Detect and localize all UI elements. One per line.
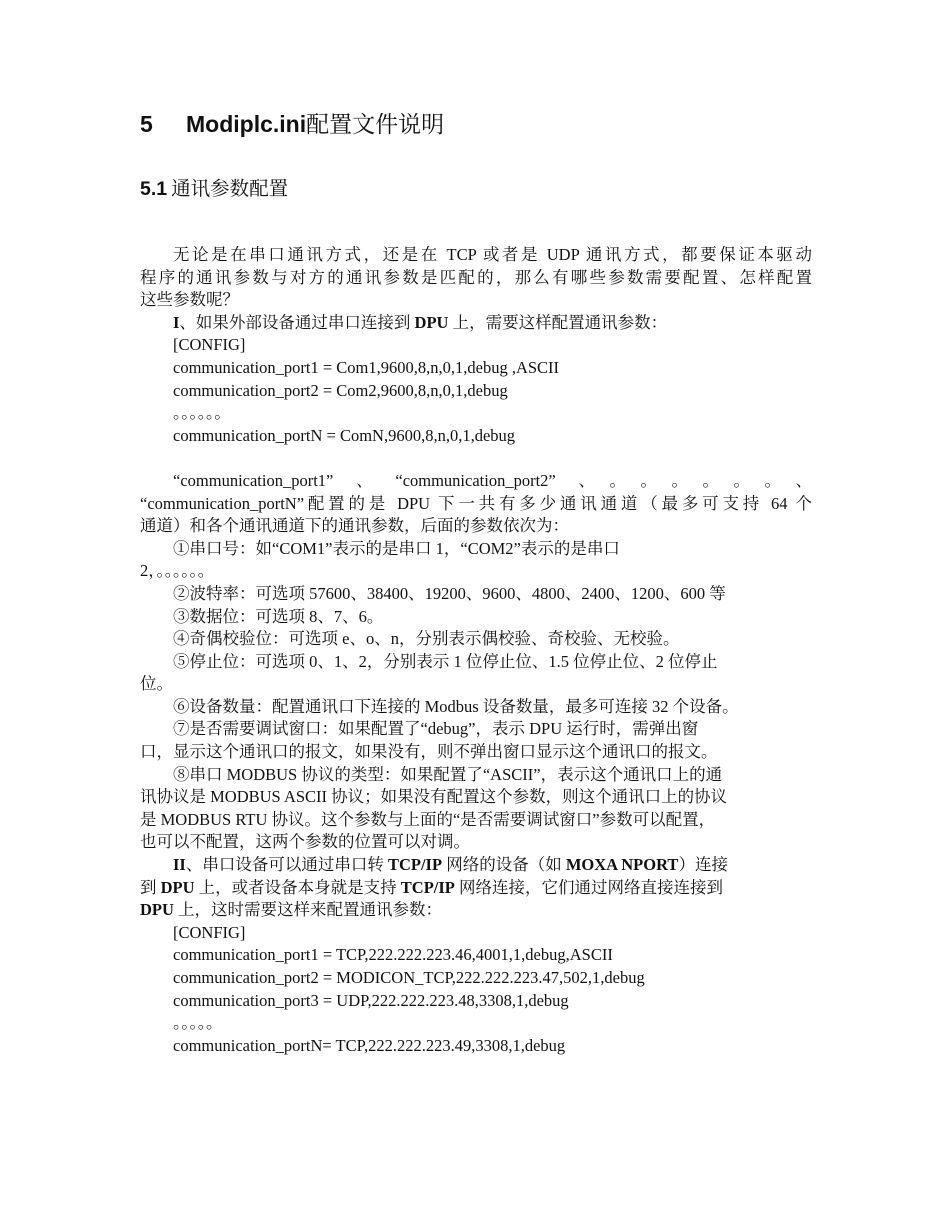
param-item: 也可以不配置，这两个参数的位置可以对调。 [140, 832, 470, 852]
explain-line: “communication_portN”配置的是 DPU 下一共有多少通讯通道（最多可支持 64 个 [140, 493, 812, 513]
subsection-title: 通讯参数配置 [171, 179, 289, 200]
config-line: [CONFIG] [173, 335, 246, 355]
roman-numeral: I [173, 312, 180, 332]
param-item: ⑦是否需要调试窗口：如果配置了“debug”，表示 DPU 运行时，需弹出窗 [173, 719, 699, 739]
section-title: 配置文件说明 [306, 112, 445, 137]
dpu-term: DPU [414, 312, 449, 332]
param-item: 位。 [140, 674, 173, 694]
config-line: communication_portN = ComN,9600,8,n,0,1,debug [173, 425, 516, 445]
param-item: 2，。。。。。。 [140, 561, 215, 581]
roman-numeral: II [173, 855, 186, 875]
blank-line [140, 447, 812, 470]
ellipsis-line: 。。。。。 [173, 1013, 223, 1033]
config-line: communication_port2 = MODICON_TCP,222.222.223.47,502,1,debug [173, 968, 645, 987]
part1-heading: I、如果外部设备通过串口连接到 DPU 上，需要这样配置通讯参数： [173, 312, 668, 332]
explain-line: “communication_port1”、“communication_port2”、。。。。。。、 [173, 470, 812, 490]
explain-line: 通道）和各个通讯通道下的通讯参数，后面的参数依次为： [140, 516, 569, 536]
document-body [140, 244, 812, 1057]
config-line: communication_portN= TCP,222.222.223.49,3308,1,debug [173, 1035, 566, 1055]
intro-line: 程序的通讯参数与对方的通讯参数是匹配的，那么有哪些参数需要配置、怎样配置 [140, 267, 812, 287]
intro-line: 这些参数呢？ [140, 290, 239, 310]
param-item: ④奇偶校验位：可选项 e、o、n，分别表示偶校验、奇校验、无校验。 [173, 629, 680, 649]
subsection-heading [140, 173, 288, 201]
param-item: 是 MODBUS RTU 协议。这个参数与上面的“是否需要调试窗口”参数可以配置， [140, 809, 716, 829]
config-line: communication_port1 = Com1,9600,8,n,0,1,debug ,ASCII [173, 357, 560, 377]
param-item: ⑧串口 MODBUS 协议的类型：如果配置了“ASCII”，表示这个通讯口上的通 [173, 764, 723, 784]
config-line: communication_port3 = UDP,222.222.223.48,3308,1,debug [173, 990, 569, 1010]
ellipsis-line: 。。。。。。 [173, 403, 231, 423]
subsection-number: 5.1 [140, 178, 168, 200]
config-line: communication_port2 = Com2,9600,8,n,0,1,debug [173, 380, 508, 400]
param-item: ①串口号：如“COM1”表示的是串口 1，“COM2”表示的是串口 [173, 538, 620, 558]
param-item: 讯协议是 MODBUS ASCII 协议；如果没有配置这个参数，则这个通讯口上的协议 [140, 787, 728, 807]
section-heading [140, 106, 444, 139]
param-item: ③数据位：可选项 8、7、6。 [173, 606, 384, 626]
part2-line: II、串口设备可以通过串口转 TCP/IP 网络的设备（如 MOXA NPORT）连接 [173, 855, 728, 875]
part2-line: 到 DPU 上，或者设备本身就是支持 TCP/IP 网络连接，它们通过网络直接连接到 [140, 877, 724, 897]
config-line: [CONFIG] [173, 922, 246, 942]
intro-line: 无论是在串口通讯方式，还是在 TCP 或者是 UDP 通讯方式，都要保证本驱动 [173, 245, 812, 264]
section-number: 5 [140, 111, 153, 137]
param-item: ⑥设备数量：配置通讯口下连接的 Modbus 设备数量，最多可连接 32 个设备。 [173, 696, 739, 716]
config-line: communication_port1 = TCP,222.222.223.46,4001,1,debug,ASCII [173, 945, 613, 965]
param-item: 口，显示这个通讯口的报文，如果没有，则不弹出窗口显示这个通讯口的报文。 [140, 742, 718, 762]
param-item: ⑤停止位：可选项 0、1、2，分别表示 1 位停止位、1.5 位停止位、2 位停止 [173, 651, 718, 671]
part2-line: DPU 上，这时需要这样来配置通讯参数： [140, 900, 443, 920]
config-filename: Modiplc.ini [186, 111, 307, 137]
param-item: ②波特率：可选项 57600、38400、19200、9600、4800、2400、1200、600 等 [173, 583, 726, 603]
